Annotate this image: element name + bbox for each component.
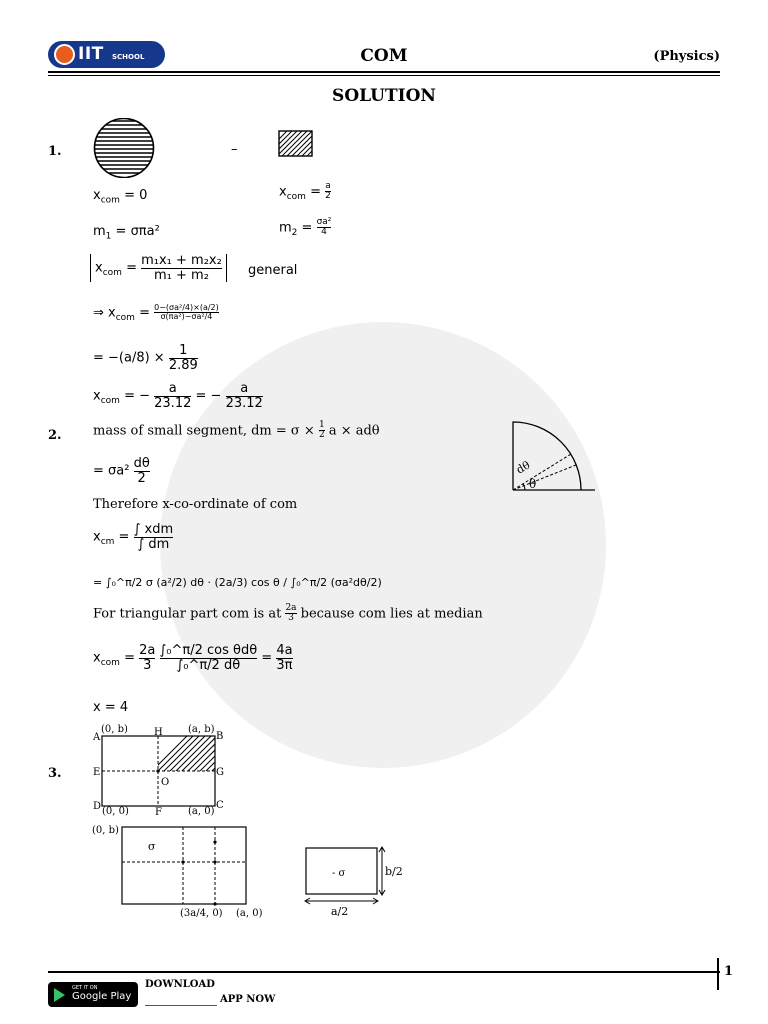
question-number-1: 1. (48, 144, 62, 159)
sector-dtheta-label: dθ (514, 458, 533, 477)
sector-theta-label: θ (529, 477, 537, 491)
hatched-square-figure (278, 130, 314, 158)
page-title: COM (360, 46, 408, 66)
logo-subtext: SCHOOL (112, 53, 145, 61)
label-0-0: (0, 0) (102, 806, 129, 817)
download-label: DOWNLOAD (145, 979, 215, 990)
eq-result: $x_{com}$ = − $\frac{a}{23.12}$ = − $\frac{a}{23.12}$ (93, 381, 263, 411)
minus-sign: – (231, 142, 238, 157)
label-G: G (216, 767, 224, 778)
get-it-on-label: GET IT ON (72, 985, 98, 991)
eq-m2: $m_2$ = $\frac{\text{σa²}}{4}$ (279, 217, 332, 239)
eq-xcom-zero: $x_{com} = 0$ (93, 188, 148, 206)
label-D: D (93, 801, 102, 812)
q2-dm-eq: = σa² $\frac{d\theta}{2}$ (93, 456, 150, 486)
section-title: SOLUTION (332, 86, 436, 106)
rectangle-figure-1 (88, 720, 228, 820)
label-a-0: (a, 0) (188, 806, 215, 817)
logo-text: IIT (78, 44, 104, 64)
header-rule-thin (48, 75, 720, 76)
negative-mass-figure (300, 843, 408, 919)
header-rule (48, 71, 720, 73)
subject-label: (Physics) (653, 49, 720, 64)
b-half-label: b/2 (385, 865, 403, 878)
hatched-disc-figure (92, 118, 156, 178)
google-play-badge[interactable] (48, 982, 138, 1007)
eq-substitution: ⇒ $x_{com}$ = $\frac{\text{0−(σa²/4)×(a/2)}}{\text{σ(πa²)−σa²/4}}$ (93, 303, 219, 323)
general-label: general (248, 263, 298, 278)
label-O: O (161, 777, 170, 788)
rectangle-figure-2 (88, 818, 268, 922)
fig2-label-3a4-0: (3a/4, 0) (180, 908, 223, 919)
a-half-label: a/2 (331, 905, 349, 918)
q2-mass-segment: mass of small segment, dm = σ × $\frac{1}{2}$ a × adθ (93, 420, 380, 441)
label-C: C (216, 800, 224, 811)
label-A: A (93, 732, 101, 743)
play-store-icon (54, 988, 65, 1002)
fig2-label-0-b: (0, b) (92, 825, 119, 836)
neg-sigma-label: - σ (332, 868, 346, 879)
label-F: F (155, 807, 162, 818)
fig2-label-a-0: (a, 0) (236, 908, 263, 919)
eq-m1: $m_1 = \sigma\pi a^2$ (93, 224, 160, 242)
label-H: H (154, 727, 163, 738)
sector-figure (505, 418, 597, 494)
label-a-b: (a, b) (188, 724, 215, 735)
q2-integral-expression: = ∫₀^π/2 σ (a²/2) dθ · (2a/3) cos θ / ∫₀^π/2 (σa²dθ/2) (93, 576, 382, 589)
label-B: B (216, 731, 224, 742)
page-number: 1 (724, 964, 734, 979)
question-number-3: 3. (48, 766, 62, 781)
download-link-underline[interactable] (145, 1005, 217, 1006)
q2-xcom-result: $x_{com}$ = $\frac{2a}{3}$ $\frac{\text{∫₀\textasciicircum{}π/2 cos θdθ}}{\text{∫₀\textasciicircum{}π/2 dθ}}$ = $\frac{4a}{3\pi}$ (93, 643, 293, 673)
question-number-2: 2. (48, 428, 62, 443)
q2-xcm-definition: $x_{cm}$ = $\frac{\text{∫ xdm}}{\int dm}$ (93, 522, 174, 552)
footer-vertical-bar (717, 958, 719, 990)
app-now-label: APP NOW (220, 994, 276, 1005)
label-E: E (93, 767, 101, 778)
google-play-label: Google Play (72, 991, 132, 1002)
fig2-sigma: σ (148, 840, 156, 853)
label-0-b: (0, b) (101, 724, 128, 735)
eq-xcom-a-half: $x_{com}$ = $\frac{a}{2}$ (279, 181, 331, 203)
q2-x-equals: x = 4 (93, 700, 129, 715)
eq-general-formula: $x_{com}$ = $\frac{\text{m₁x₁ + m₂x₂}}{\text{m₁ + m₂}}$ (90, 254, 227, 282)
footer-rule (48, 971, 720, 973)
eq-simplified: = −(a/8) × $\frac{1}{2.89}$ (93, 343, 198, 373)
q2-therefore: Therefore x-co-ordinate of com (93, 497, 298, 512)
q2-triangular-note: For triangular part com is at $\frac{2a}{3}$ because com lies at median (93, 603, 483, 624)
